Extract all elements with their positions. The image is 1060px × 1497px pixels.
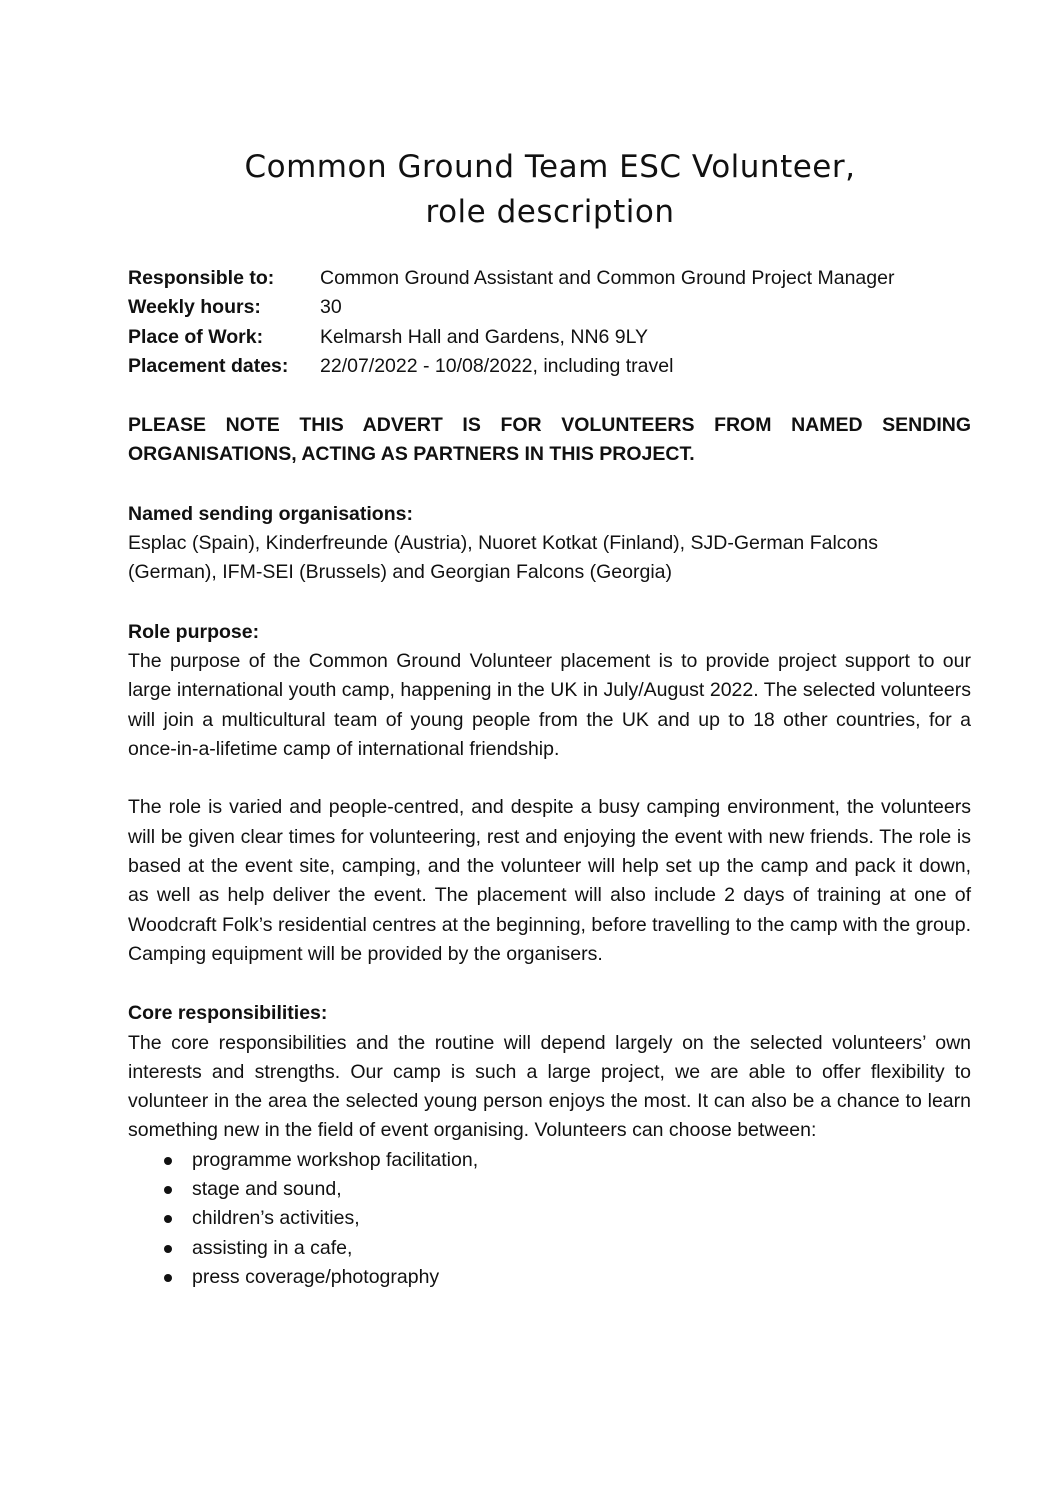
meta-row-place <box>128 323 971 352</box>
paragraph: The purpose of the Common Ground Volunteer placement is to provide project support to our large international youth camp, happening in the UK in July/August 2022. The selected volunteers will join a multicultural team of young people from the UK and up to 18 other countries, for a once-in-a-lifetime camp of international friendship. <box>128 649 971 760</box>
section-heading: Role purpose: <box>128 620 260 643</box>
bullet-icon <box>164 1245 172 1253</box>
list-item <box>128 1263 971 1292</box>
title-line-1: Common Ground Team ESC Volunteer, <box>244 149 856 185</box>
meta-row-responsible <box>128 264 971 293</box>
list-item <box>128 1234 971 1263</box>
named-organisations-section <box>128 500 971 588</box>
section-text: Esplac (Spain), Kinderfreunde (Austria), Nuoret Kotkat (Finland), SJD-German Falcons (German), IFM-SEI (Brussels) and Georgian Falcons (Georgia) <box>128 532 878 584</box>
meta-value: Common Ground Assistant and Common Ground Project Manager <box>320 267 895 289</box>
meta-value: Kelmarsh Hall and Gardens, NN6 9LY <box>320 325 649 348</box>
title-line-2: role description <box>425 194 675 230</box>
bullet-icon <box>164 1186 172 1194</box>
meta-label: Place of Work: <box>128 325 264 348</box>
bullet-icon <box>164 1157 172 1165</box>
role-purpose-section <box>128 618 971 970</box>
responsibilities-list <box>128 1146 971 1292</box>
bullet-icon <box>164 1215 172 1223</box>
page-title <box>0 145 1060 235</box>
bullet-icon <box>164 1274 172 1282</box>
section-heading: Named sending organisations: <box>128 502 413 525</box>
role-details <box>128 264 971 381</box>
paragraph: The role is varied and people-centred, and despite a busy camping environment, the volunteers will be given clear times for volunteering, rest and enjoying the event with new friends. The role is based at the event site, camping, and the volunteer will help set up the camp and pack it down, as well as help deliver the event. The placement will also include 2 days of training at one of Woodcraft Folk’s residential centres at the beginning, before travelling to the camp with the group. Camping equipment will be provided by the organisers. <box>128 796 971 965</box>
meta-label: Weekly hours: <box>128 296 261 319</box>
document-body <box>128 264 971 1292</box>
section-heading: Core responsibilities: <box>128 1002 328 1025</box>
list-item-text: children’s activities, <box>192 1207 360 1230</box>
list-item-text: programme workshop facilitation, <box>192 1148 479 1171</box>
meta-value: 30 <box>320 296 342 319</box>
core-responsibilities-section <box>128 999 971 1292</box>
list-item-text: stage and sound, <box>192 1178 342 1201</box>
meta-label: Responsible to: <box>128 267 275 289</box>
list-item-text: press coverage/photography <box>192 1265 440 1288</box>
list-item <box>128 1175 971 1204</box>
meta-label: Placement dates: <box>128 354 289 377</box>
meta-row-dates <box>128 352 971 381</box>
meta-value: 22/07/2022 - 10/08/2022, including travel <box>320 354 674 377</box>
meta-row-hours <box>128 293 971 322</box>
list-item <box>128 1204 971 1233</box>
list-item <box>128 1146 971 1175</box>
paragraph: The core responsibilities and the routine will depend largely on the selected volunteers’ own interests and strengths. Our camp is such a large project, we are able to offer flexibility to volunteer in the area the selected young person enjoys the most. It can also be a chance to learn something new in the field of event organising. Volunteers can choose between: <box>128 1031 971 1142</box>
partner-notice: PLEASE NOTE THIS ADVERT IS FOR VOLUNTEERS FROM NAMED SENDING ORGANISATIONS, ACTING AS PARTNERS IN THIS PROJECT. <box>128 414 971 466</box>
list-item-text: assisting in a cafe, <box>192 1236 353 1259</box>
